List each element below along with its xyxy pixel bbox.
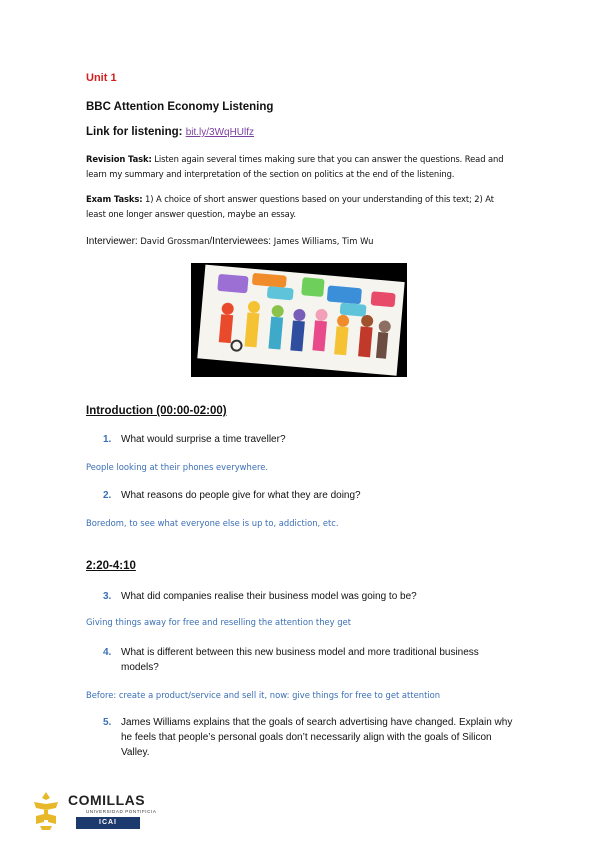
question-text: What did companies realise their business model was going to be?	[121, 591, 417, 602]
question-number: 2.	[103, 490, 112, 501]
question-item	[103, 432, 523, 447]
answer-text: People looking at their phones everywhere.	[86, 462, 269, 472]
logo-badge: ICAI	[76, 817, 140, 829]
question-number: 4.	[103, 647, 112, 658]
illustration-people-phones-icon	[191, 263, 407, 377]
answer-text: Boredom, to see what everyone else is up to, addiction, etc.	[86, 518, 339, 528]
question-item	[103, 589, 523, 604]
question-number: 1.	[103, 434, 112, 445]
interviewer-label: Interviewer:	[86, 236, 138, 247]
listening-link[interactable]: bit.ly/3WqHUlfz	[185, 127, 255, 138]
link-row	[86, 126, 254, 138]
logo-subtitle: UNIVERSIDAD PONTIFICIA	[86, 809, 157, 814]
question-item	[103, 488, 523, 503]
question-text: What reasons do people give for what they are doing?	[121, 490, 361, 501]
exam-tasks	[86, 192, 516, 222]
question-number: 5.	[103, 717, 112, 728]
question-text: What is different between this new business model and more traditional business models?	[121, 647, 479, 673]
document-title: BBC Attention Economy Listening	[86, 101, 274, 113]
logo-name: COMILLAS	[68, 792, 146, 808]
revision-label: Revision Task:	[86, 154, 152, 164]
section-heading: 2:20-4:10	[86, 560, 136, 572]
revision-text: Listen again several times making sure that you can answer the questions. Read and learn my summary and interpretation of the section on politics at the end of the listening.	[86, 154, 504, 179]
revision-task	[86, 152, 516, 182]
question-item	[103, 645, 523, 675]
exam-label: Exam Tasks:	[86, 194, 143, 204]
exam-text: 1) A choice of short answer questions based on your understanding of this text; 2) At least one longer answer question, maybe an essay.	[86, 194, 494, 219]
answer-text: Giving things away for free and reselling the attention they get	[86, 617, 352, 627]
interviewees-label: /Interviewees:	[209, 236, 272, 247]
section-heading: Introduction (00:00-02:00)	[86, 405, 227, 417]
interviewer-name: David Grossman	[137, 236, 210, 246]
link-label: Link for listening:	[86, 126, 183, 138]
question-item	[103, 715, 523, 760]
question-text: What would surprise a time traveller?	[121, 434, 286, 445]
question-number: 3.	[103, 591, 112, 602]
comillas-logo	[28, 790, 158, 832]
interviewees-names: James Williams, Tim Wu	[271, 236, 374, 246]
illustration-image	[191, 263, 407, 377]
answer-text: Before: create a product/service and sell it, now: give things for free to get attention	[86, 690, 441, 700]
interviewer-line	[86, 236, 373, 247]
question-text: James Williams explains that the goals of search advertising have changed. Explain why he feels that people’s personal goals don’t necessarily align with the goals of Silicon Valley.	[121, 717, 513, 758]
unit-label: Unit 1	[86, 72, 117, 84]
